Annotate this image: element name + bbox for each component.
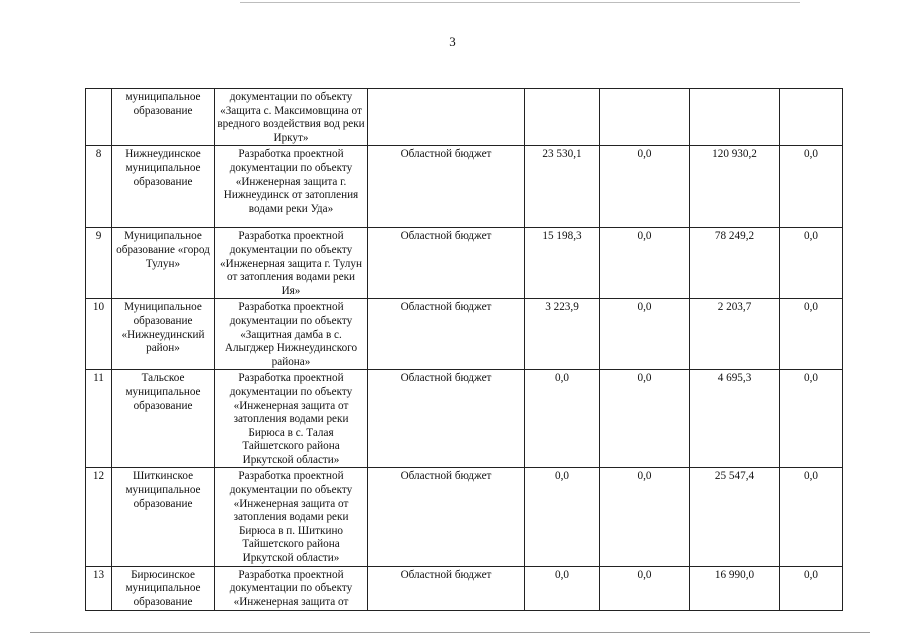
cell-number xyxy=(86,89,112,146)
cell-description: Разработка проектной документации по объекту «Инженерная защита г. Нижнеудинск от затопления водами реки Уда» xyxy=(215,146,368,228)
cell-number: 11 xyxy=(86,370,112,468)
cell-value-2 xyxy=(600,89,690,146)
cell-municipality: Тальское муниципальное образование xyxy=(112,370,215,468)
cell-value-1: 0,0 xyxy=(525,468,600,566)
cell-description: Разработка проектной документации по объекту «Инженерная защита г. Тулун от затопления водами реки Ия» xyxy=(215,228,368,299)
cell-description: Разработка проектной документации по объекту «Инженерная защита от xyxy=(215,566,368,610)
cell-funding-source: Областной бюджет xyxy=(368,299,525,370)
cell-value-4: 0,0 xyxy=(780,146,843,228)
cell-description: Разработка проектной документации по объекту «Инженерная защита от затопления водами реки Бирюса в с. Талая Тайшетского района Иркутской области» xyxy=(215,370,368,468)
cell-number: 10 xyxy=(86,299,112,370)
cell-municipality: Шиткинское муниципальное образование xyxy=(112,468,215,566)
cell-value-4: 0,0 xyxy=(780,370,843,468)
cell-value-2: 0,0 xyxy=(600,146,690,228)
cell-number: 12 xyxy=(86,468,112,566)
cell-municipality: Муниципальное образование «город Тулун» xyxy=(112,228,215,299)
table-row xyxy=(86,299,843,370)
cell-value-3: 4 695,3 xyxy=(690,370,780,468)
cell-funding-source: Областной бюджет xyxy=(368,370,525,468)
cell-value-4: 0,0 xyxy=(780,228,843,299)
table-row xyxy=(86,566,843,610)
cell-value-3 xyxy=(690,89,780,146)
table-row xyxy=(86,89,843,146)
cell-funding-source: Областной бюджет xyxy=(368,566,525,610)
cell-value-4: 0,0 xyxy=(780,468,843,566)
cell-description: документации по объекту «Защита с. Максимовщина от вредного воздействия вод реки Иркут» xyxy=(215,89,368,146)
cell-value-3: 78 249,2 xyxy=(690,228,780,299)
cell-value-1: 0,0 xyxy=(525,566,600,610)
cell-funding-source: Областной бюджет xyxy=(368,228,525,299)
cell-description: Разработка проектной документации по объекту «Инженерная защита от затопления водами реки Бирюса в п. Шиткино Тайшетского района Иркутской области» xyxy=(215,468,368,566)
cell-value-4: 0,0 xyxy=(780,299,843,370)
cell-description: Разработка проектной документации по объекту «Защитная дамба в с. Алыгджер Нижнеудинского района» xyxy=(215,299,368,370)
cell-municipality: Муниципальное образование «Нижнеудинский район» xyxy=(112,299,215,370)
cell-value-3: 120 930,2 xyxy=(690,146,780,228)
cell-funding-source: Областной бюджет xyxy=(368,468,525,566)
scan-artifact-bottom xyxy=(30,632,870,633)
cell-value-3: 2 203,7 xyxy=(690,299,780,370)
cell-value-2: 0,0 xyxy=(600,566,690,610)
cell-value-3: 16 990,0 xyxy=(690,566,780,610)
cell-value-2: 0,0 xyxy=(600,370,690,468)
cell-value-2: 0,0 xyxy=(600,228,690,299)
cell-value-2: 0,0 xyxy=(600,468,690,566)
budget-table xyxy=(85,88,843,611)
cell-value-1: 0,0 xyxy=(525,370,600,468)
cell-value-4: 0,0 xyxy=(780,566,843,610)
cell-number: 8 xyxy=(86,146,112,228)
cell-municipality: Нижнеудинское муниципальное образование xyxy=(112,146,215,228)
cell-municipality: Бирюсинское муниципальное образование xyxy=(112,566,215,610)
cell-value-4 xyxy=(780,89,843,146)
cell-municipality: муниципальное образование xyxy=(112,89,215,146)
cell-value-1: 3 223,9 xyxy=(525,299,600,370)
cell-value-3: 25 547,4 xyxy=(690,468,780,566)
cell-value-1 xyxy=(525,89,600,146)
cell-value-1: 23 530,1 xyxy=(525,146,600,228)
cell-funding-source xyxy=(368,89,525,146)
cell-number: 9 xyxy=(86,228,112,299)
table-row xyxy=(86,370,843,468)
page-number: 3 xyxy=(449,34,456,49)
scan-artifact-top xyxy=(240,2,800,3)
cell-funding-source: Областной бюджет xyxy=(368,146,525,228)
table-container xyxy=(85,88,842,608)
cell-value-1: 15 198,3 xyxy=(525,228,600,299)
table-row xyxy=(86,468,843,566)
cell-value-2: 0,0 xyxy=(600,299,690,370)
table-row xyxy=(86,228,843,299)
table-row xyxy=(86,146,843,228)
cell-number: 13 xyxy=(86,566,112,610)
